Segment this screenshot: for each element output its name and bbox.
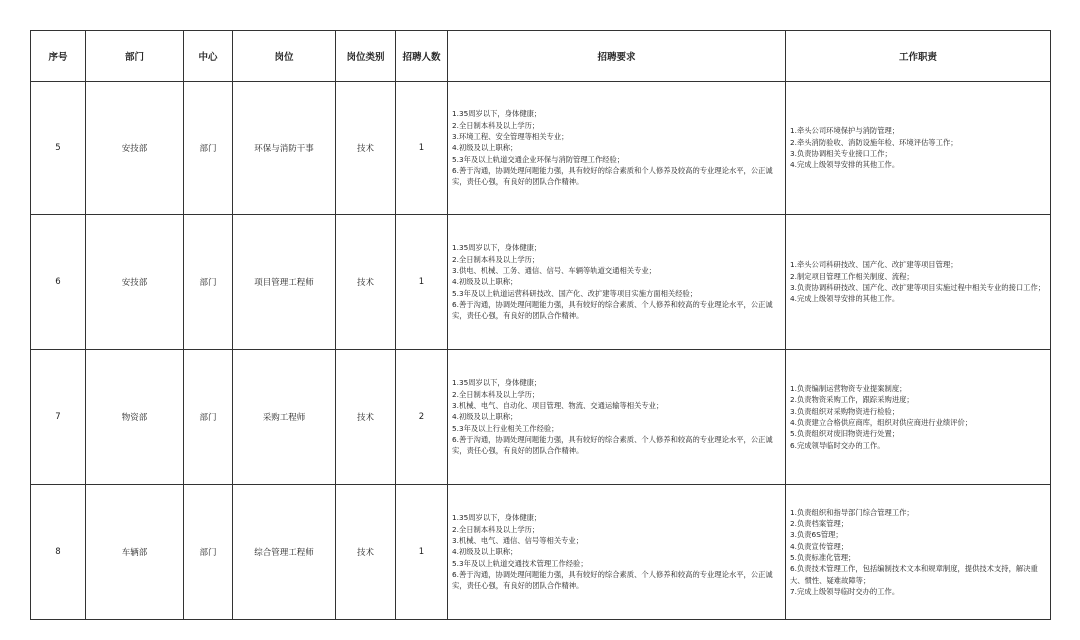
requirement-line: 4.初级及以上职称； <box>452 547 518 557</box>
requirement-line: 4.初级及以上职称； <box>452 412 518 422</box>
cell-post: 采购工程师 <box>233 350 336 485</box>
cell-center: 部门 <box>184 82 233 215</box>
cell-post: 项目管理工程师 <box>233 215 336 350</box>
cell-category: 技术 <box>336 350 396 485</box>
cell-count: 1 <box>396 82 448 215</box>
cell-duties <box>786 215 1051 350</box>
duty-line: 4.负责宣传管理； <box>790 541 849 551</box>
requirement-line: 6.善于沟通，协调处理问题能力强，具有较好的综合素质和个人修养及较高的专业理论水平，公正诚实，责任心强，有良好的团队合作精神。 <box>452 165 773 187</box>
requirement-line: 6.善于沟通，协调处理问题能力强，具有较好的综合素质、个人修养和较高的专业理论水平，公正诚实，责任心强，有良好的团队合作精神。 <box>452 569 773 591</box>
cell-category: 技术 <box>336 82 396 215</box>
cell-category: 技术 <box>336 485 396 620</box>
cell-no: 5 <box>31 82 86 215</box>
duty-line: 2.负责档案管理； <box>790 519 849 529</box>
header-duties: 工作职责 <box>786 31 1051 82</box>
duty-line: 1.负责组织和指导部门综合管理工作； <box>790 507 914 517</box>
recruitment-sheet <box>30 30 1050 620</box>
requirement-line: 4.初级及以上职称； <box>452 277 518 287</box>
requirement-line: 1.35周岁以下，身体健康； <box>452 109 542 119</box>
duty-line: 1.牵头公司环境保护与消防管理； <box>790 126 900 136</box>
header-center: 中心 <box>184 31 233 82</box>
requirement-line: 3.供电、机械、工务、通信、信号、车辆等轨道交通相关专业； <box>452 266 656 276</box>
header-post: 岗位 <box>233 31 336 82</box>
requirement-line: 5.3年及以上轨道交通企业环保与消防管理工作经验； <box>452 154 625 164</box>
duty-line: 7.完成上级领导临时交办的工作。 <box>790 586 900 596</box>
cell-no: 6 <box>31 215 86 350</box>
cell-duties <box>786 485 1051 620</box>
duty-line: 4.负责建立合格供应商库，组织对供应商进行业绩评价； <box>790 418 973 427</box>
duty-line: 3.负责协调相关专业接口工作； <box>790 149 892 158</box>
duty-line: 2.牵头消防验收、消防设施年检、环境评估等工作； <box>790 137 958 147</box>
cell-dept: 安技部 <box>86 215 184 350</box>
duty-line: 1.负责编制运营物资专业提案制度； <box>790 384 907 394</box>
duty-line: 2.负责物资采购工作，跟踪采购进度； <box>790 395 914 405</box>
cell-no: 8 <box>31 485 86 620</box>
cell-dept: 车辆部 <box>86 485 184 620</box>
duty-line: 5.负责标准化管理； <box>790 553 856 562</box>
cell-no: 7 <box>31 350 86 485</box>
cell-count: 2 <box>396 350 448 485</box>
duty-line: 4.完成上级领导安排的其他工作。 <box>790 160 900 170</box>
duty-line: 6.完成领导临时交办的工作。 <box>790 440 885 450</box>
cell-requirements <box>448 485 786 620</box>
cell-requirements <box>448 215 786 350</box>
header-row <box>31 31 1051 82</box>
requirement-line: 5.3年及以上轨道交通技术管理工作经验； <box>452 558 588 568</box>
cell-count: 1 <box>396 485 448 620</box>
cell-post: 环保与消防干事 <box>233 82 336 215</box>
cell-requirements <box>448 82 786 215</box>
duty-line: 3.负责6S管理； <box>790 530 843 540</box>
header-count: 招聘人数 <box>396 31 448 82</box>
requirement-line: 6.善于沟通，协调处理问题能力强，具有较好的综合素质、个人修养和较高的专业理论水平，公正诚实，责任心强，有良好的团队合作精神。 <box>452 299 773 321</box>
header-dept: 部门 <box>86 31 184 82</box>
cell-count: 1 <box>396 215 448 350</box>
duty-line: 3.负责协调科研技改、国产化、改扩建等项目实施过程中相关专业的接口工作； <box>790 283 1046 292</box>
cell-dept: 安技部 <box>86 82 184 215</box>
requirement-line: 3.机械、电气、自动化、项目管理、物流、交通运输等相关专业； <box>452 401 664 411</box>
duty-line: 1.牵头公司科研技改、国产化、改扩建等项目管理； <box>790 260 958 270</box>
cell-dept: 物资部 <box>86 350 184 485</box>
requirement-line: 5.3年及以上轨道运营科研技改、国产化、改扩建等项目实施方面相关经验； <box>452 288 698 298</box>
requirement-line: 5.3年及以上行业相关工作经验； <box>452 423 559 433</box>
header-no: 序号 <box>31 31 86 82</box>
cell-center: 部门 <box>184 215 233 350</box>
requirement-line: 4.初级及以上职称； <box>452 143 518 153</box>
requirement-line: 1.35周岁以下，身体健康； <box>452 378 542 388</box>
cell-requirements <box>448 350 786 485</box>
requirement-line: 1.35周岁以下，身体健康； <box>452 243 542 253</box>
requirement-line: 2.全日制本科及以上学历； <box>452 524 540 534</box>
header-requirements: 招聘要求 <box>448 31 786 82</box>
requirement-line: 2.全日制本科及以上学历； <box>452 389 540 399</box>
requirement-line: 1.35周岁以下，身体健康； <box>452 513 542 523</box>
duty-line: 6.负责技术管理工作，包括编制技术文本和规章制度，提供技术支持，解决重大、惯性、疑难故障等； <box>790 564 1038 585</box>
cell-category: 技术 <box>336 215 396 350</box>
table-row <box>31 350 1051 485</box>
requirement-line: 6.善于沟通，协调处理问题能力强，具有较好的综合素质、个人修养和较高的专业理论水平，公正诚实，责任心强，有良好的团队合作精神。 <box>452 434 773 456</box>
requirement-line: 2.全日制本科及以上学历； <box>452 120 540 130</box>
cell-center: 部门 <box>184 350 233 485</box>
requirement-line: 3.机械、电气、通信、信号等相关专业； <box>452 536 584 546</box>
requirement-line: 3.环境工程、安全管理等相关专业； <box>452 132 569 142</box>
cell-duties <box>786 350 1051 485</box>
cell-center: 部门 <box>184 485 233 620</box>
duty-line: 5.负责组织对废旧物资进行处置； <box>790 429 900 439</box>
cell-duties <box>786 82 1051 215</box>
duty-line: 3.负责组织对采购物资进行检验； <box>790 406 900 416</box>
requirement-line: 2.全日制本科及以上学历； <box>452 254 540 264</box>
table-row <box>31 215 1051 350</box>
table-row <box>31 485 1051 620</box>
duty-line: 2.制定项目管理工作相关制度、流程； <box>790 271 914 281</box>
recruitment-table <box>30 30 1051 620</box>
header-category: 岗位类别 <box>336 31 396 82</box>
duty-line: 4.完成上级领导安排的其他工作。 <box>790 294 900 304</box>
cell-post: 综合管理工程师 <box>233 485 336 620</box>
table-row <box>31 82 1051 215</box>
